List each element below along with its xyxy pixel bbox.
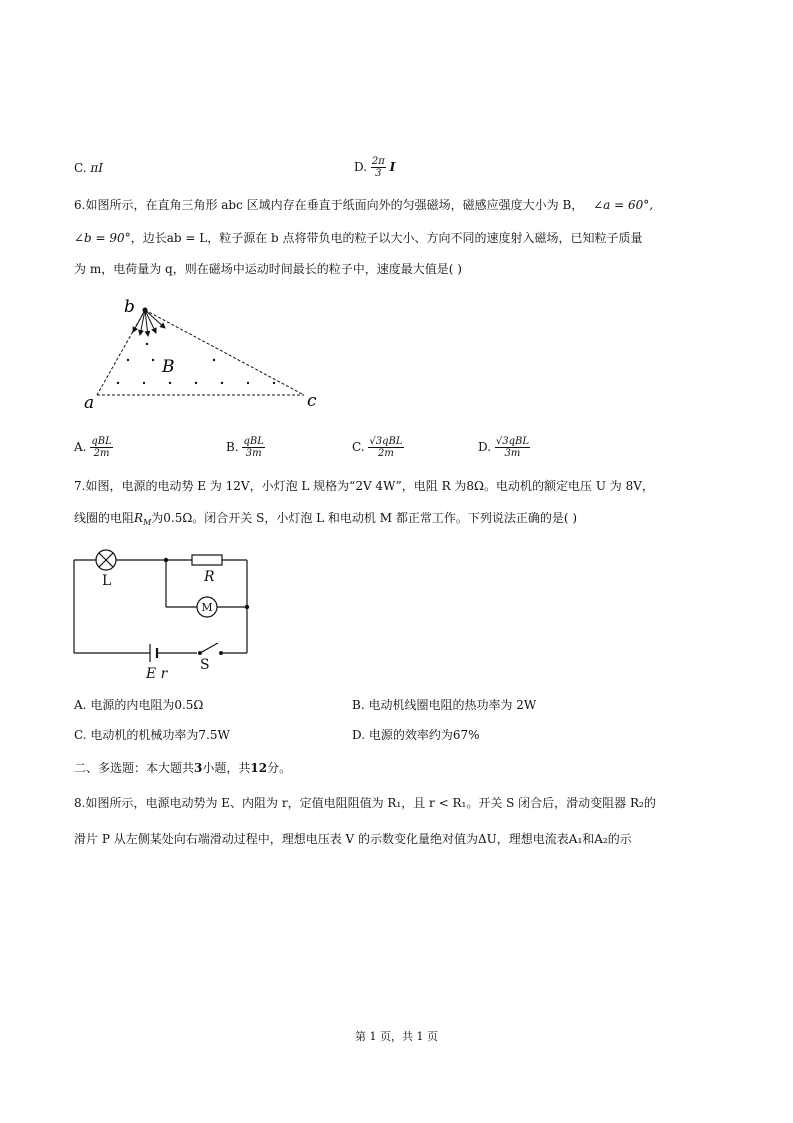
battery-icon xyxy=(150,644,157,662)
lamp-label: L xyxy=(102,573,112,589)
q5-option-d-label: D. xyxy=(354,160,368,174)
q5-option-c-label: C. xyxy=(74,161,87,175)
vertex-label-b: b xyxy=(124,297,135,317)
field-label-b: B xyxy=(162,357,175,377)
resistor-label: R xyxy=(204,569,215,585)
q7-option-a: A. 电源的内电阻为0.5Ω xyxy=(74,698,204,712)
q5-option-d xyxy=(354,156,395,179)
q8-line1: 8.如图所示，电源电动势为 E、内阻为 r，定值电阻阻值为 R₁，且 r < R₁。开关 S 闭合后，滑动变阻器 R₂的 xyxy=(74,796,656,810)
q7-option-c: C. 电动机的机械功率为7.5W xyxy=(74,728,230,742)
q7-option-b: B. 电动机线圈电阻的热功率为 2W xyxy=(352,698,537,712)
q5-option-d-fraction: $\frac{2\pi}{3}$ xyxy=(371,156,385,179)
section-heading-multiple-choice: 二、多选题：本大题共3小题，共12分。 xyxy=(74,761,292,775)
switch-label: S xyxy=(200,657,210,673)
q6-line2: ∠b = 90°，边长ab = L，粒子源在 b 点将带负电的粒子以大小、方向不同的速度射入磁场，已知粒子质量 xyxy=(74,231,643,245)
vertex-label-a: a xyxy=(84,393,95,413)
q8-line2: 滑片 P 从左侧某处向右端滑动过程中，理想电压表 V 的示数变化量绝对值为ΔU，理想电流表A₁和A₂的示 xyxy=(74,832,632,846)
q6-angle-a: ∠a = 60°, xyxy=(593,198,654,212)
q6-triangle-diagram xyxy=(80,292,330,414)
q7-line2: 线圈的电阻$R_M$为0.5Ω。闭合开关 S，小灯泡 L 和电动机 M 都正常工作。下列说法正确的是( ) xyxy=(74,511,578,527)
q5-option-c xyxy=(74,160,103,176)
junction-dot xyxy=(245,605,249,609)
velocity-arrow xyxy=(145,310,165,328)
q5-option-d-tail: I xyxy=(389,160,396,174)
q7-option-d: D. 电源的效率约为67% xyxy=(352,728,480,742)
q5-option-c-value: πI xyxy=(90,161,104,175)
switch-icon xyxy=(198,643,223,655)
q6-angle-b: ∠b = 90° xyxy=(74,231,131,245)
vertex-label-c: c xyxy=(307,391,317,411)
battery-label: E r xyxy=(146,666,168,680)
q6-option-b: B. $\frac{\text{qBL}}{3m}$ xyxy=(226,436,264,459)
motor-icon xyxy=(197,597,217,617)
q6-option-c: C. $\frac{\text{√3qBL}}{2m}$ xyxy=(352,436,403,459)
motor-label: M xyxy=(201,601,213,614)
q6-option-a: A. $\frac{\text{qBL}}{2m}$ xyxy=(74,436,112,459)
q6-line1: 6.如图所示，在直角三角形 abc 区域内存在垂直于纸面向外的匀强磁场，磁感应强度大小为 B， ∠a = 60°, xyxy=(74,198,654,212)
magnetic-field-dots xyxy=(117,343,275,384)
triangle-side-bc xyxy=(145,310,304,395)
resistor-icon xyxy=(192,555,222,565)
q7-line1: 7.如图，电源的电动势 E 为 12V，小灯泡 L 规格为“2V 4W”，电阻 R 为8Ω。电动机的额定电压 U 为 8V， xyxy=(74,479,654,493)
lamp-icon xyxy=(96,550,116,570)
q6-option-d: D. $\frac{\text{√3qBL}}{3m}$ xyxy=(478,436,529,459)
q6-line3: 为 m，电荷量为 q，则在磁场中运动时间最长的粒子中，速度最大值是( ) xyxy=(74,262,462,276)
q7-circuit-diagram xyxy=(70,545,260,680)
junction-dot xyxy=(164,558,168,562)
page-footer: 第 1 页，共 1 页 xyxy=(355,1030,438,1043)
